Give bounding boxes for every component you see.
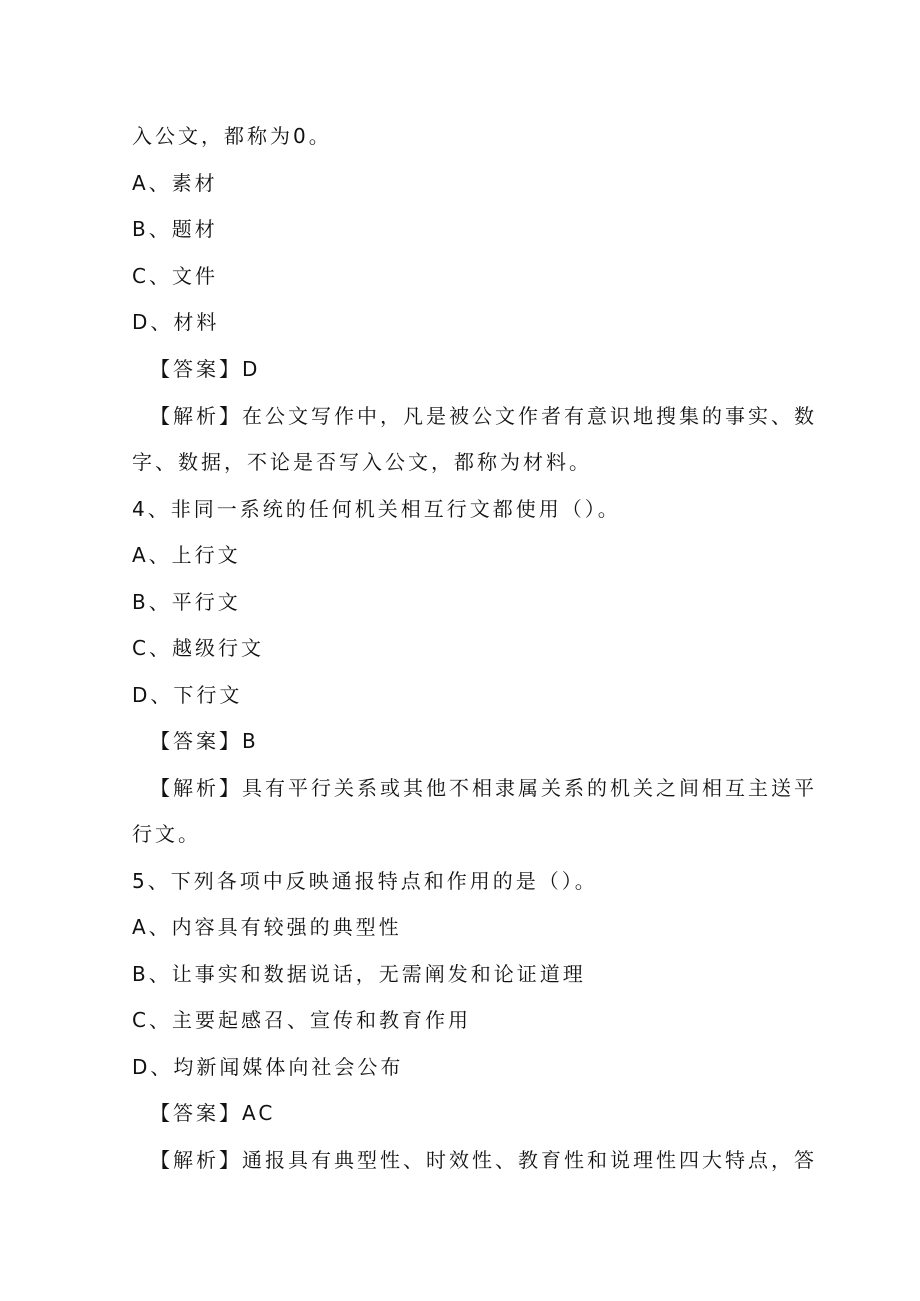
analysis-line: 【解析】在公文写作中，凡是被公文作者有意识地搜集的事实、数	[150, 404, 817, 428]
option-line: A、上行文	[132, 543, 241, 567]
option-line: B、平行文	[132, 590, 241, 614]
answer-line: 【答案】D	[150, 357, 261, 381]
analysis-continuation: 字、数据，不论是否写入公文，都称为材料。	[132, 450, 592, 474]
option-line: C、越级行文	[132, 636, 264, 660]
option-line: D、均新闻媒体向社会公布	[132, 1055, 404, 1079]
answer-line: 【答案】B	[150, 729, 259, 753]
option-line: C、文件	[132, 264, 218, 288]
analysis-line: 【解析】具有平行关系或其他不相隶属关系的机关之间相互主送平	[150, 776, 817, 800]
text-line: 入公文，都称为0。	[132, 124, 332, 148]
question-line: 4、非同一系统的任何机关相互行文都使用（）。	[132, 497, 621, 521]
option-line: A、内容具有较强的典型性	[132, 915, 402, 939]
option-line: C、主要起感召、宣传和教育作用	[132, 1008, 471, 1032]
question-line: 5、下列各项中反映通报特点和作用的是（）。	[132, 869, 598, 893]
answer-line: 【答案】AC	[150, 1101, 276, 1125]
option-line: A、素材	[132, 171, 218, 195]
option-line: D、下行文	[132, 683, 243, 707]
option-line: D、材料	[132, 310, 220, 334]
option-line: B、让事实和数据说话，无需阐发和论证道理	[132, 962, 586, 986]
analysis-line: 【解析】通报具有典型性、时效性、教育性和说理性四大特点，答	[150, 1148, 817, 1172]
option-line: B、题材	[132, 217, 218, 241]
analysis-continuation: 行文。	[132, 822, 201, 846]
